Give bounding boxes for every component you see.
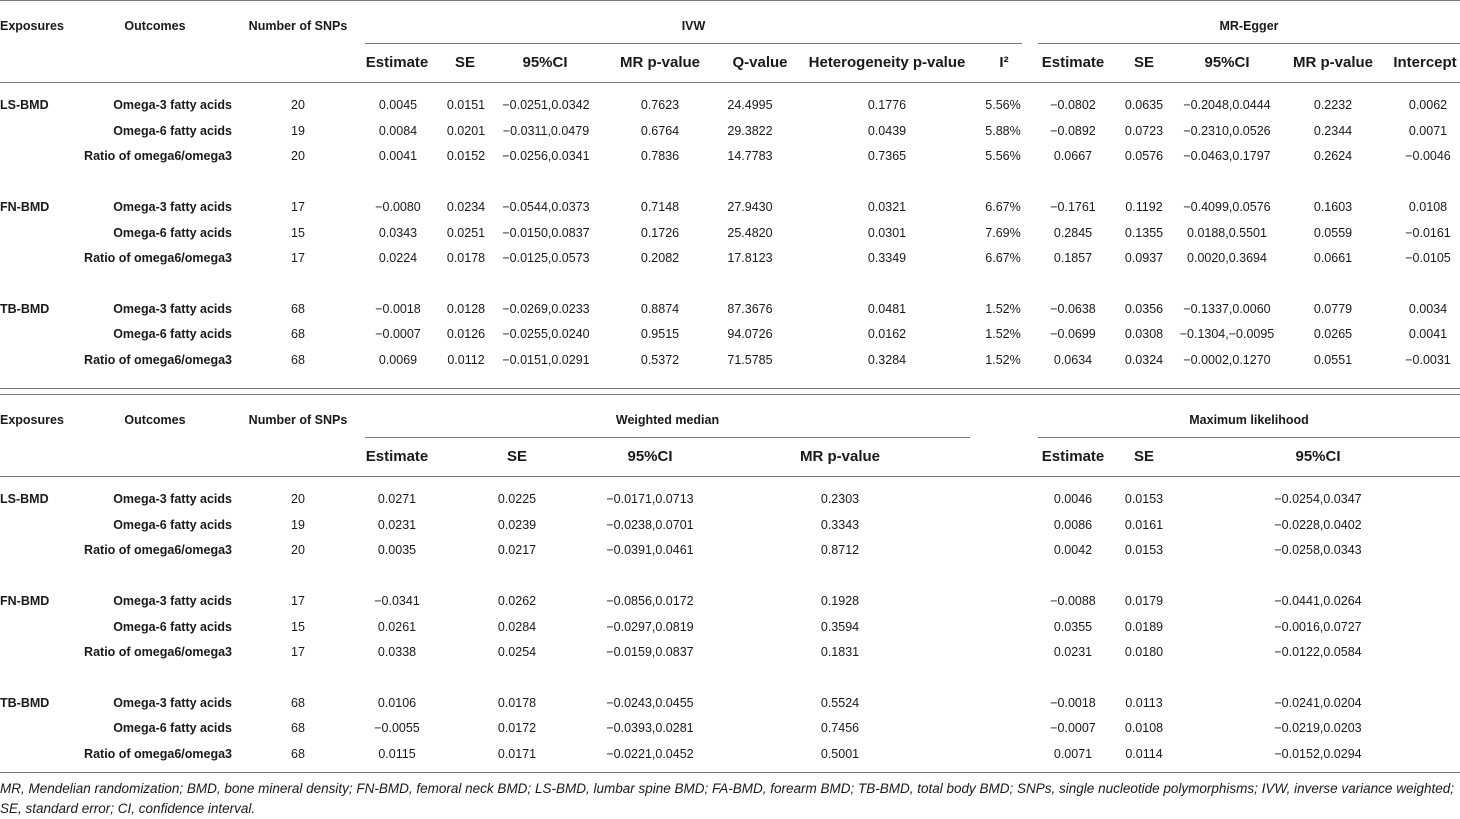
outcome-label: Omega-6 fatty acids xyxy=(113,226,232,240)
value-cell: −0.0152,0.0294 xyxy=(1274,747,1362,761)
value-cell: −0.0856,0.0172 xyxy=(606,594,694,608)
value-cell: 0.0020,0.3694 xyxy=(1187,251,1267,265)
value-cell: 0.5524 xyxy=(820,696,860,710)
section-rule xyxy=(0,388,1460,389)
column-header: Estimate xyxy=(1041,448,1105,465)
value-cell: −0.1337,0.0060 xyxy=(1183,302,1271,316)
value-cell: 0.0045 xyxy=(378,98,418,112)
value-cell: 0.0108 xyxy=(1124,721,1164,735)
value-cell: 0.0178 xyxy=(497,696,537,710)
value-cell: −0.0699 xyxy=(1050,327,1096,341)
value-cell: 0.0231 xyxy=(377,518,417,532)
value-cell: −0.4099,0.0576 xyxy=(1183,200,1271,214)
value-cell: 0.3284 xyxy=(867,353,907,367)
outcome-label: Ratio of omega6/omega3 xyxy=(84,543,232,557)
snp-count: 20 xyxy=(291,543,305,557)
value-cell: −0.0088 xyxy=(1050,594,1096,608)
value-cell: 0.0161 xyxy=(1124,518,1164,532)
value-cell: 5.56% xyxy=(985,98,1021,112)
value-cell: −0.0125,0.0573 xyxy=(502,251,590,265)
value-cell: −0.0007 xyxy=(375,327,421,341)
snp-count: 20 xyxy=(291,492,305,506)
value-cell: 7.69% xyxy=(985,226,1021,240)
value-cell: 0.0239 xyxy=(497,518,537,532)
column-header: SE xyxy=(1133,54,1155,71)
value-cell: 6.67% xyxy=(985,200,1021,214)
outcome-label: Omega-3 fatty acids xyxy=(113,492,232,506)
outcomes-header: Outcomes xyxy=(124,19,186,33)
value-cell: −0.0031 xyxy=(1405,353,1451,367)
snp-count: 68 xyxy=(291,353,305,367)
exposure-label: TB-BMD xyxy=(0,302,50,316)
value-cell: −0.0258,0.0343 xyxy=(1274,543,1362,557)
value-cell: 0.0071 xyxy=(1053,747,1093,761)
column-header: Intercept xyxy=(1393,54,1457,71)
exposure-label: LS-BMD xyxy=(0,98,49,112)
outcome-label: Ratio of omega6/omega3 xyxy=(84,353,232,367)
value-cell: 1.52% xyxy=(985,327,1021,341)
value-cell: −0.0341 xyxy=(374,594,420,608)
column-header: 95%CI xyxy=(1295,448,1341,465)
value-cell: 0.0667 xyxy=(1053,149,1093,163)
value-cell: 0.0041 xyxy=(378,149,418,163)
value-cell: 27.9430 xyxy=(727,200,773,214)
group2-header: Maximum likelihood xyxy=(1189,413,1309,427)
outcome-label: Ratio of omega6/omega3 xyxy=(84,747,232,761)
outcome-label: Omega-6 fatty acids xyxy=(113,124,232,138)
value-cell: 0.0262 xyxy=(497,594,537,608)
value-cell: 0.0634 xyxy=(1053,353,1093,367)
value-cell: 0.0086 xyxy=(1053,518,1093,532)
value-cell: −0.0055 xyxy=(374,721,420,735)
value-cell: 0.0113 xyxy=(1125,696,1163,710)
snp-count: 19 xyxy=(291,518,305,532)
column-header: 95%CI xyxy=(1204,54,1250,71)
value-cell: 0.0153 xyxy=(1124,492,1164,506)
value-cell: 0.0151 xyxy=(446,98,486,112)
column-header: Estimate xyxy=(365,448,429,465)
bottom-rule xyxy=(0,772,1460,773)
group1-rule xyxy=(365,437,970,438)
value-cell: 0.0251 xyxy=(446,226,486,240)
outcome-label: Omega-6 fatty acids xyxy=(113,721,232,735)
value-cell: 0.0084 xyxy=(378,124,418,138)
value-cell: 0.0188,0.5501 xyxy=(1187,226,1267,240)
value-cell: 0.2082 xyxy=(640,251,680,265)
snp-count: 17 xyxy=(291,594,305,608)
value-cell: −0.0241,0.0204 xyxy=(1274,696,1362,710)
value-cell: 0.0576 xyxy=(1124,149,1164,163)
value-cell: 0.2303 xyxy=(820,492,860,506)
value-cell: 0.7148 xyxy=(640,200,680,214)
value-cell: 0.7456 xyxy=(820,721,860,735)
value-cell: 14.7783 xyxy=(727,149,773,163)
snp-count: 15 xyxy=(291,620,305,634)
outcome-label: Ratio of omega6/omega3 xyxy=(84,645,232,659)
value-cell: 0.1776 xyxy=(867,98,907,112)
value-cell: 0.0661 xyxy=(1313,251,1353,265)
value-cell: −0.0638 xyxy=(1050,302,1096,316)
value-cell: 0.0179 xyxy=(1124,594,1164,608)
column-header: Q-value xyxy=(732,54,788,71)
table1-top-rule xyxy=(0,0,1460,1)
value-cell: 29.3822 xyxy=(727,124,773,138)
value-cell: 0.0635 xyxy=(1124,98,1164,112)
value-cell: −0.1761 xyxy=(1050,200,1096,214)
group1-header: IVW xyxy=(681,19,706,33)
group2-rule xyxy=(1038,43,1460,44)
value-cell: 0.0172 xyxy=(497,721,537,735)
value-cell: 0.0114 xyxy=(1125,747,1163,761)
value-cell: 0.0231 xyxy=(1053,645,1093,659)
value-cell: 87.3676 xyxy=(727,302,773,316)
value-cell: −0.0228,0.0402 xyxy=(1274,518,1362,532)
value-cell: −0.0151,0.0291 xyxy=(502,353,590,367)
exposure-label: FN-BMD xyxy=(0,200,50,214)
value-cell: 0.1857 xyxy=(1053,251,1093,265)
column-header: MR p-value xyxy=(799,448,881,465)
value-cell: 0.0115 xyxy=(378,747,416,761)
value-cell: −0.0311,0.0479 xyxy=(502,124,590,138)
value-cell: 0.0046 xyxy=(1053,492,1093,506)
value-cell: 0.1831 xyxy=(820,645,860,659)
value-cell: 94.0726 xyxy=(727,327,773,341)
value-cell: 0.1928 xyxy=(820,594,860,608)
column-header: SE xyxy=(506,448,528,465)
value-cell: −0.0269,0.0233 xyxy=(502,302,590,316)
value-cell: 0.8874 xyxy=(640,302,680,316)
value-cell: 71.5785 xyxy=(727,353,773,367)
exposure-label: LS-BMD xyxy=(0,492,49,506)
value-cell: 0.0108 xyxy=(1408,200,1448,214)
outcome-label: Omega-3 fatty acids xyxy=(113,98,232,112)
value-cell: 0.0153 xyxy=(1124,543,1164,557)
value-cell: 0.0439 xyxy=(867,124,907,138)
value-cell: 0.0041 xyxy=(1408,327,1448,341)
table2-header-rule xyxy=(0,476,1460,477)
outcome-label: Omega-3 fatty acids xyxy=(113,200,232,214)
value-cell: −0.0393,0.0281 xyxy=(606,721,694,735)
value-cell: 0.7365 xyxy=(867,149,907,163)
exposure-label: TB-BMD xyxy=(0,696,50,710)
value-cell: 0.0284 xyxy=(497,620,537,634)
value-cell: −0.0255,0.0240 xyxy=(502,327,590,341)
value-cell: 0.0189 xyxy=(1124,620,1164,634)
value-cell: −0.0256,0.0341 xyxy=(502,149,590,163)
value-cell: 0.0217 xyxy=(497,543,537,557)
value-cell: 0.0224 xyxy=(378,251,418,265)
value-cell: 0.1192 xyxy=(1125,200,1163,214)
group1-rule xyxy=(365,43,1022,44)
value-cell: −0.0046 xyxy=(1405,149,1451,163)
value-cell: −0.0238,0.0701 xyxy=(606,518,694,532)
value-cell: 0.8712 xyxy=(820,543,860,557)
value-cell: −0.1304,−0.0095 xyxy=(1179,327,1275,341)
outcome-label: Ratio of omega6/omega3 xyxy=(84,149,232,163)
value-cell: 0.0481 xyxy=(867,302,907,316)
outcome-label: Omega-6 fatty acids xyxy=(113,518,232,532)
value-cell: 0.0180 xyxy=(1124,645,1164,659)
value-cell: 0.0034 xyxy=(1408,302,1448,316)
value-cell: 24.4995 xyxy=(727,98,773,112)
value-cell: 0.0723 xyxy=(1124,124,1164,138)
value-cell: 5.56% xyxy=(985,149,1021,163)
value-cell: −0.0159,0.0837 xyxy=(606,645,694,659)
outcomes-header: Outcomes xyxy=(124,413,186,427)
value-cell: 0.0265 xyxy=(1313,327,1353,341)
value-cell: −0.2048,0.0444 xyxy=(1183,98,1271,112)
value-cell: −0.0254,0.0347 xyxy=(1274,492,1362,506)
value-cell: 0.0338 xyxy=(377,645,417,659)
value-cell: 0.3594 xyxy=(820,620,860,634)
exposure-label: FN-BMD xyxy=(0,594,50,608)
outcome-label: Omega-3 fatty acids xyxy=(113,594,232,608)
value-cell: 0.0106 xyxy=(377,696,417,710)
value-cell: −0.0251,0.0342 xyxy=(502,98,590,112)
value-cell: 17.8123 xyxy=(727,251,773,265)
value-cell: 0.0201 xyxy=(446,124,486,138)
value-cell: −0.0802 xyxy=(1050,98,1096,112)
snp-count: 68 xyxy=(291,327,305,341)
snp-count: 19 xyxy=(291,124,305,138)
snp-count: 68 xyxy=(291,696,305,710)
value-cell: −0.0080 xyxy=(375,200,421,214)
value-cell: −0.0391,0.0461 xyxy=(606,543,694,557)
value-cell: 0.0355 xyxy=(1053,620,1093,634)
value-cell: 0.0234 xyxy=(446,200,486,214)
value-cell: 0.0035 xyxy=(377,543,417,557)
value-cell: 0.2845 xyxy=(1053,226,1093,240)
value-cell: 0.2344 xyxy=(1313,124,1353,138)
group2-rule xyxy=(1038,437,1460,438)
value-cell: −0.0007 xyxy=(1050,721,1096,735)
value-cell: −0.0219,0.0203 xyxy=(1274,721,1362,735)
value-cell: 0.0178 xyxy=(446,251,486,265)
value-cell: 0.2624 xyxy=(1313,149,1353,163)
value-cell: 0.2232 xyxy=(1313,98,1353,112)
value-cell: 0.1355 xyxy=(1124,226,1164,240)
snp-count: 17 xyxy=(291,200,305,214)
value-cell: 0.0343 xyxy=(378,226,418,240)
value-cell: 0.3343 xyxy=(820,518,860,532)
value-cell: −0.0243,0.0455 xyxy=(606,696,694,710)
outcome-label: Omega-3 fatty acids xyxy=(113,696,232,710)
value-cell: 0.0551 xyxy=(1313,353,1353,367)
column-header: 95%CI xyxy=(522,54,568,71)
column-header: SE xyxy=(1133,448,1155,465)
exposures-header: Exposures xyxy=(0,19,64,33)
value-cell: 0.6764 xyxy=(640,124,680,138)
table-footnote: MR, Mendelian randomization; BMD, bone mineral density; FN-BMD, femoral neck BMD; LS-BMD, lumbar spine BMD; FA-BMD, forearm BMD; TB-BMD, total body BMD; SNPs, single nucleotide polymorphisms; IVW, inverse variance weighted; SE, standard error; CI, confidence interval. xyxy=(0,781,1454,816)
value-cell: 0.0069 xyxy=(378,353,418,367)
snp-count: 17 xyxy=(291,645,305,659)
value-cell: 0.9515 xyxy=(640,327,680,341)
column-header: MR p-value xyxy=(1292,54,1374,71)
value-cell: 0.0937 xyxy=(1124,251,1164,265)
group1-header: Weighted median xyxy=(615,413,720,427)
outcome-label: Omega-3 fatty acids xyxy=(113,302,232,316)
value-cell: 0.0071 xyxy=(1408,124,1448,138)
exposures-header: Exposures xyxy=(0,413,64,427)
value-cell: 0.0261 xyxy=(377,620,417,634)
column-header: SE xyxy=(454,54,476,71)
value-cell: −0.0002,0.1270 xyxy=(1183,353,1271,367)
value-cell: 0.7623 xyxy=(640,98,680,112)
value-cell: 0.0301 xyxy=(867,226,907,240)
value-cell: −0.0161 xyxy=(1405,226,1451,240)
value-cell: 0.0308 xyxy=(1124,327,1164,341)
value-cell: −0.0544,0.0373 xyxy=(502,200,590,214)
column-header: Heterogeneity p-value xyxy=(808,54,966,71)
value-cell: 6.67% xyxy=(985,251,1021,265)
group2-header: MR-Egger xyxy=(1219,19,1279,33)
value-cell: −0.0171,0.0713 xyxy=(606,492,694,506)
value-cell: 0.0356 xyxy=(1124,302,1164,316)
value-cell: 0.0112 xyxy=(447,353,485,367)
value-cell: 0.5372 xyxy=(640,353,680,367)
value-cell: −0.0441,0.0264 xyxy=(1274,594,1362,608)
snp-count: 15 xyxy=(291,226,305,240)
value-cell: −0.0016,0.0727 xyxy=(1274,620,1362,634)
column-header: Estimate xyxy=(365,54,429,71)
value-cell: −0.0150,0.0837 xyxy=(502,226,590,240)
value-cell: 25.4820 xyxy=(727,226,773,240)
value-cell: 0.0271 xyxy=(377,492,417,506)
value-cell: 0.5001 xyxy=(820,747,860,761)
value-cell: −0.0018 xyxy=(1050,696,1096,710)
value-cell: −0.0105 xyxy=(1405,251,1451,265)
value-cell: 0.0324 xyxy=(1124,353,1164,367)
snp-count: 68 xyxy=(291,302,305,316)
snps-header: Number of SNPs xyxy=(248,413,348,427)
value-cell: 0.0062 xyxy=(1408,98,1448,112)
column-header: MR p-value xyxy=(619,54,701,71)
value-cell: 0.0162 xyxy=(867,327,907,341)
snp-count: 20 xyxy=(291,149,305,163)
value-cell: −0.0463,0.1797 xyxy=(1183,149,1271,163)
value-cell: 0.0254 xyxy=(497,645,537,659)
snp-count: 68 xyxy=(291,747,305,761)
value-cell: 0.1726 xyxy=(640,226,680,240)
value-cell: 0.7836 xyxy=(640,149,680,163)
value-cell: 0.0171 xyxy=(497,747,537,761)
value-cell: 1.52% xyxy=(985,302,1021,316)
snp-count: 20 xyxy=(291,98,305,112)
value-cell: 0.0042 xyxy=(1053,543,1093,557)
outcome-label: Omega-6 fatty acids xyxy=(113,327,232,341)
value-cell: 0.0321 xyxy=(867,200,907,214)
value-cell: 0.0779 xyxy=(1313,302,1353,316)
value-cell: 5.88% xyxy=(985,124,1021,138)
outcome-label: Omega-6 fatty acids xyxy=(113,620,232,634)
column-header: Estimate xyxy=(1041,54,1105,71)
outcome-label: Ratio of omega6/omega3 xyxy=(84,251,232,265)
value-cell: −0.0297,0.0819 xyxy=(606,620,694,634)
value-cell: −0.0122,0.0584 xyxy=(1274,645,1362,659)
value-cell: 0.1603 xyxy=(1313,200,1353,214)
value-cell: −0.0892 xyxy=(1050,124,1096,138)
snp-count: 17 xyxy=(291,251,305,265)
column-header: 95%CI xyxy=(627,448,673,465)
value-cell: 0.0126 xyxy=(446,327,486,341)
value-cell: 1.52% xyxy=(985,353,1021,367)
column-header: I² xyxy=(999,54,1009,71)
table1-header-rule xyxy=(0,82,1460,83)
value-cell: 0.0225 xyxy=(497,492,537,506)
value-cell: −0.2310,0.0526 xyxy=(1183,124,1271,138)
snp-count: 68 xyxy=(291,721,305,735)
value-cell: 0.0152 xyxy=(446,149,486,163)
snps-header: Number of SNPs xyxy=(248,19,348,33)
value-cell: −0.0018 xyxy=(375,302,421,316)
value-cell: 0.3349 xyxy=(867,251,907,265)
value-cell: 0.0128 xyxy=(446,302,486,316)
value-cell: −0.0221,0.0452 xyxy=(606,747,694,761)
value-cell: 0.0559 xyxy=(1313,226,1353,240)
table2-top-rule xyxy=(0,394,1460,395)
